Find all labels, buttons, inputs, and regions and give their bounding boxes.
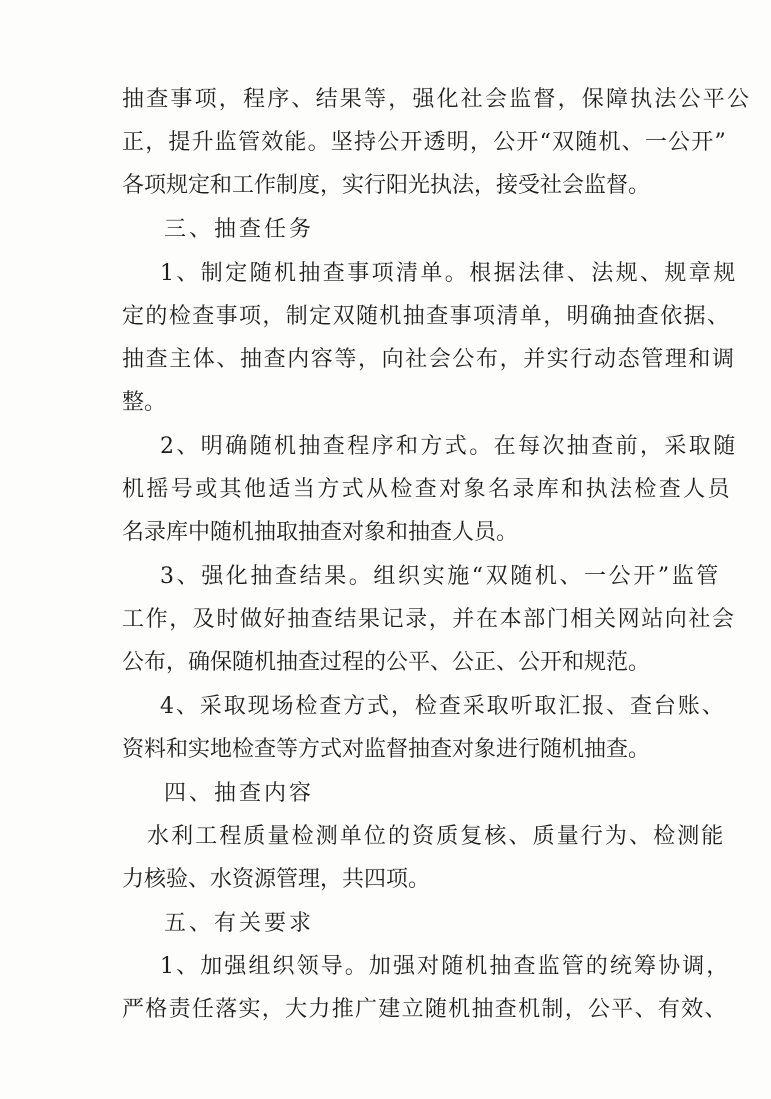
text-line: 整。 <box>122 390 167 415</box>
text-line: 抽查主体、抽查内容等，向社会公布，并实行动态管理和调 <box>122 347 736 372</box>
text-line: 1、制定随机抽查事项清单。根据法律、法规、规章规 <box>160 261 738 286</box>
text-line: 水利工程质量检测单位的资质复核、质量行为、检测能 <box>147 824 726 849</box>
section-heading-3: 三、抽查任务 <box>164 217 315 242</box>
text-line: 各项规定和工作制度，实行阳光执法，接受社会监督。 <box>122 173 651 198</box>
text-line: 4、采取现场检查方式，检查采取听取汇报、查台账、 <box>160 694 726 719</box>
text-line: 1、加强组织领导。加强对随机抽查监管的统筹协调， <box>160 954 731 979</box>
text-line: 严格责任落实，大力推广建立随机抽查机制，公平、有效、 <box>122 997 728 1022</box>
text-line: 工作，及时做好抽查结果记录，并在本部门相关网站向社会 <box>122 607 736 632</box>
text-line: 力核验、水资源管理，共四项。 <box>122 867 431 892</box>
section-heading-5: 五、有关要求 <box>164 911 315 936</box>
section-heading-4: 四、抽查内容 <box>164 781 315 806</box>
text-line: 3、强化抽查结果。组织实施“双随机、一公开”监管 <box>160 564 721 589</box>
text-line: 公布，确保随机抽查过程的公平、公正、公开和规范。 <box>122 650 651 675</box>
text-line: 资料和实地检查等方式对监督抽查对象进行随机抽查。 <box>122 737 651 762</box>
text-line: 2、明确随机抽查程序和方式。在每次抽查前，采取随 <box>160 434 738 459</box>
text-line: 名录库中随机抽取抽查对象和抽查人员。 <box>122 520 519 545</box>
text-line: 正，提升监管效能。坚持公开透明，公开“双随机、一公开” <box>122 130 727 155</box>
text-line: 抽查事项，程序、结果等，强化社会监督，保障执法公平公 <box>122 87 752 112</box>
text-line: 定的检查事项，制定双随机抽查事项清单，明确抽查依据、 <box>122 304 731 329</box>
text-line: 机摇号或其他适当方式从检查对象名录库和执法检查人员 <box>122 477 733 502</box>
